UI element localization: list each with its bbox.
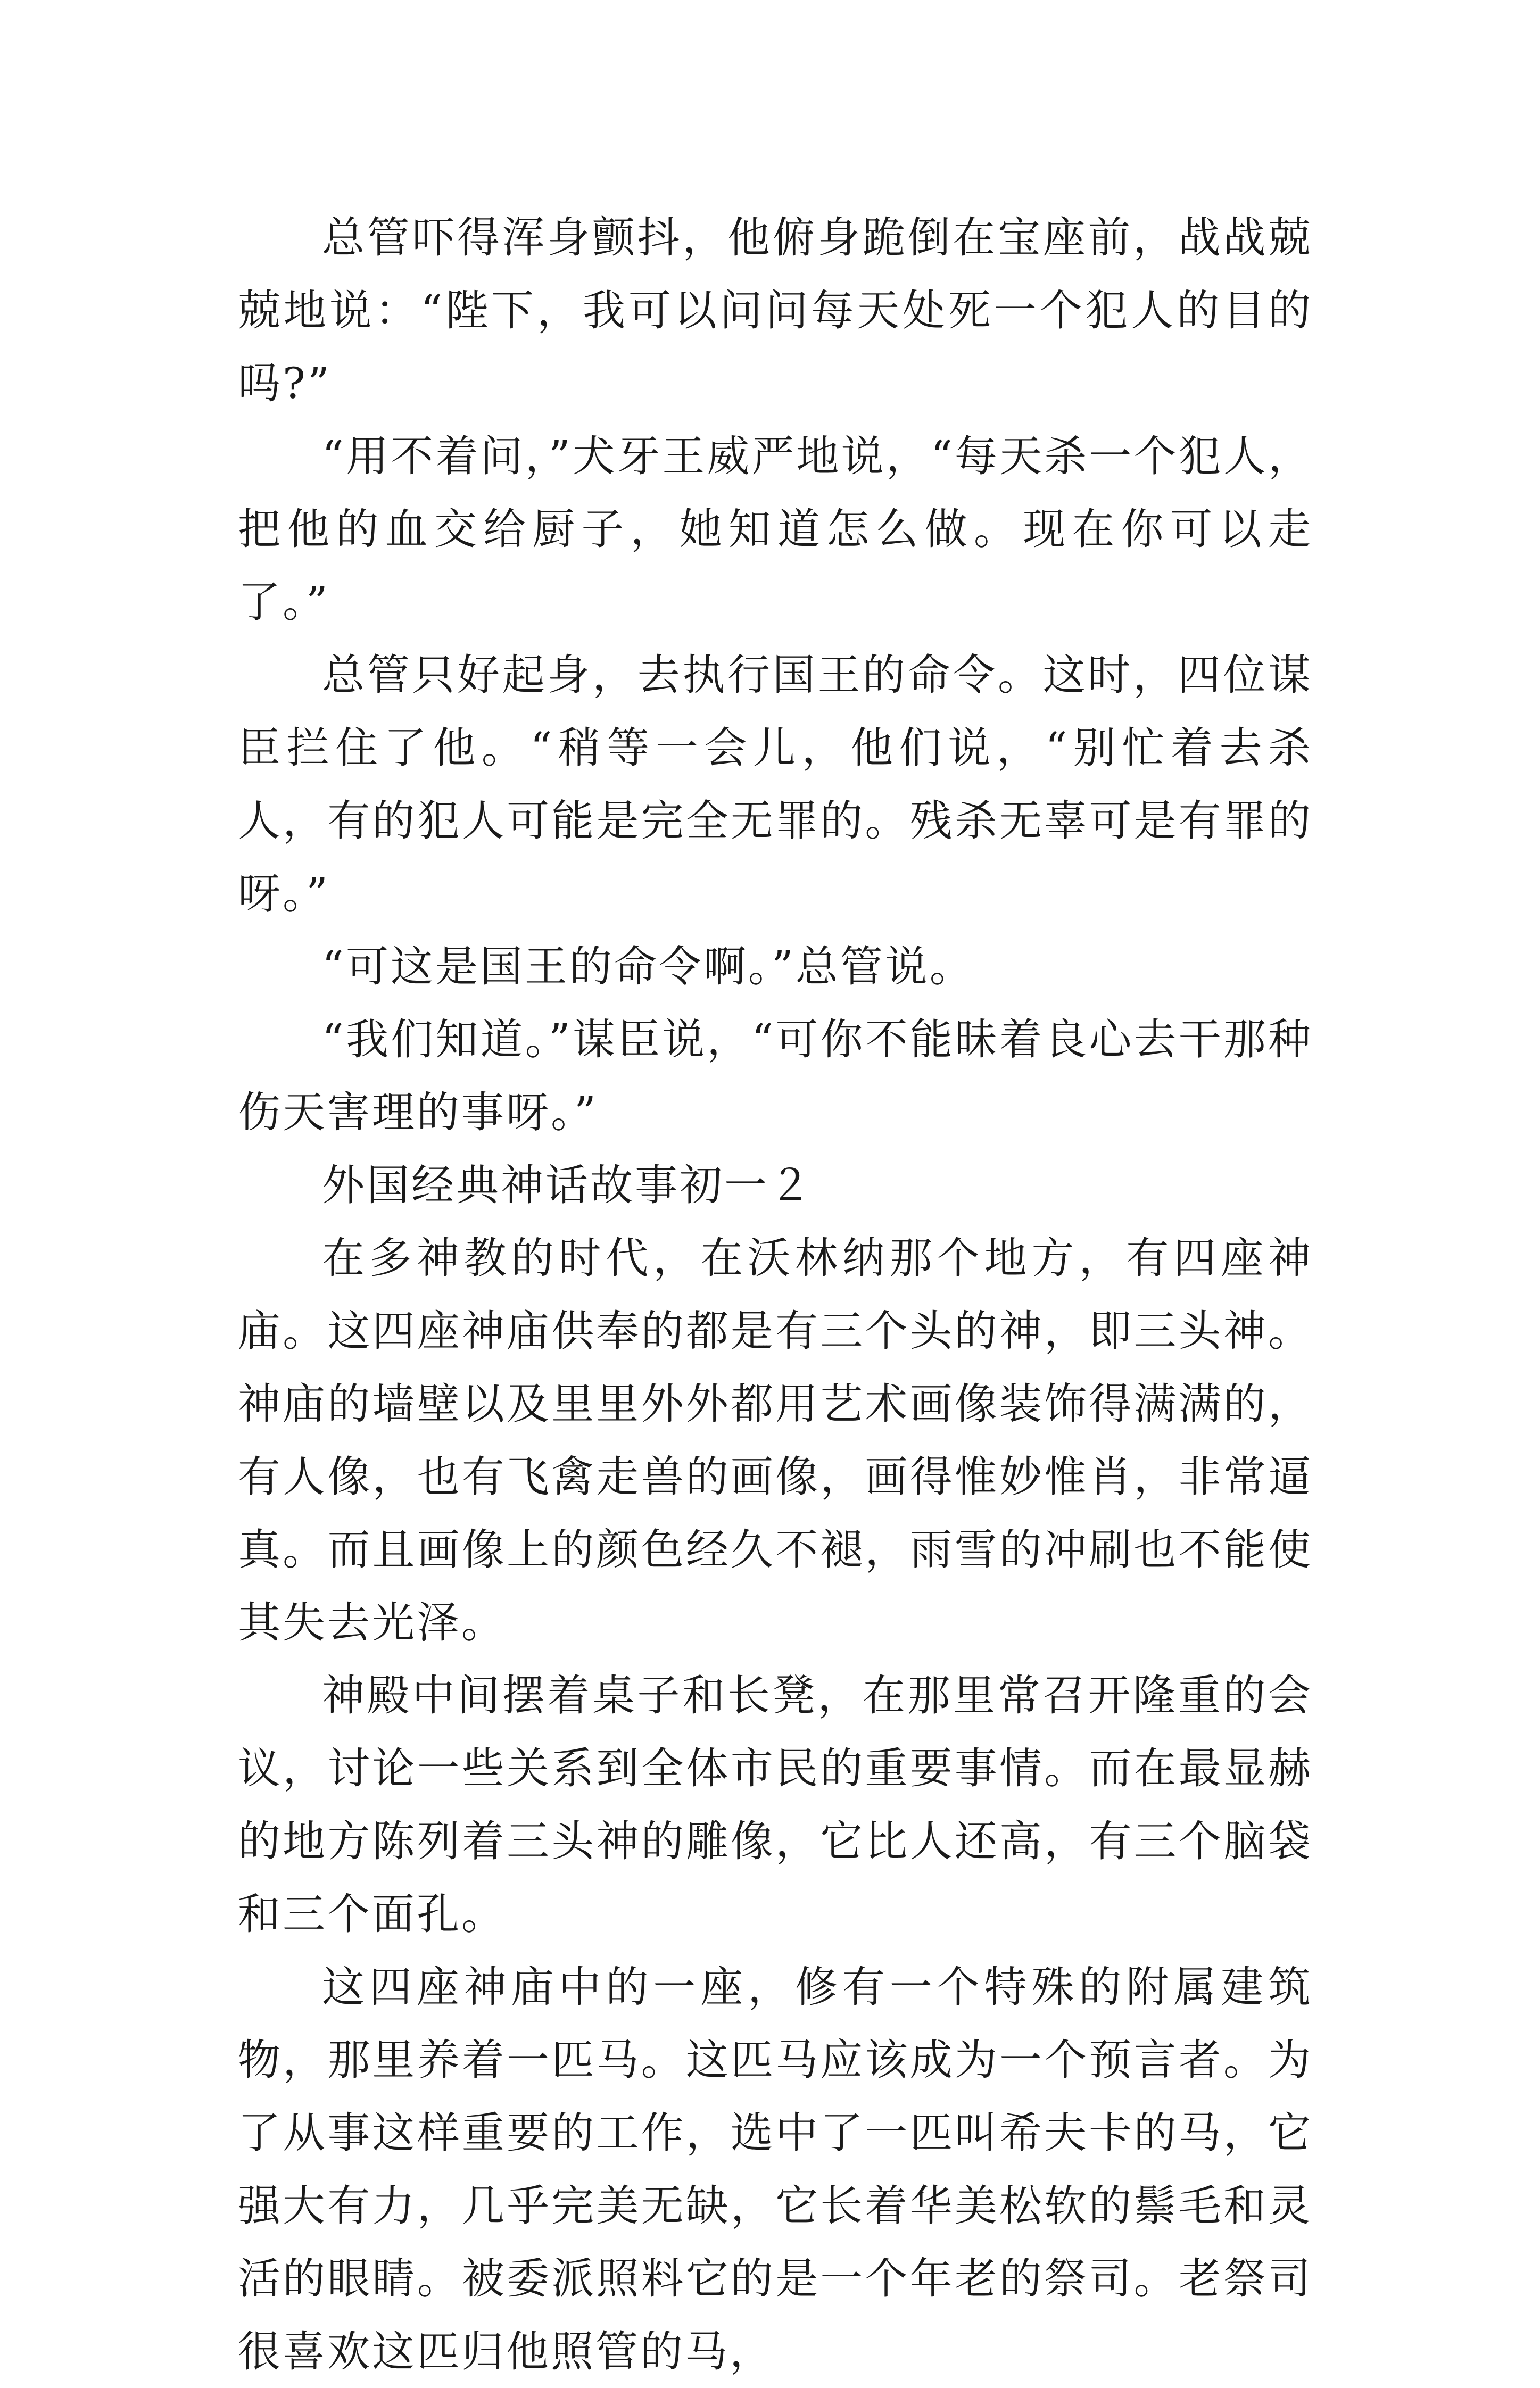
paragraph-1: 总管吓得浑身颤抖，他俯身跪倒在宝座前，战战兢兢地说：“陛下，我可以问问每天处死一个犯人的目的吗?” [238,213,1313,408]
paragraph-6: 在多神教的时代，在沃林纳那个地方，有四座神庙。这四座神庙供奉的都是有三个头的神，即三头神。神庙的墙壁以及里里外外都用艺术画像装饰得满满的，有人像，也有飞禽走兽的画像，画得惟妙惟肖，非常逼真。而且画像上的颜色经久不褪，雨雪的冲刷也不能使其失去光泽。 [238,1233,1313,1647]
paragraph-3: 总管只好起身，去执行国王的命令。这时，四位谋臣拦住了他。“稍等一会儿，他们说，“别忙着去杀 人，有的犯人可能是完全无罪的。残杀无辜可是有罪的呀。” [238,650,1313,918]
paragraph-8: 这四座神庙中的一座，修有一个特殊的附属建筑物，那里养着一匹马。这匹马应该成为一个预言者。为了从事这样重要的工作，选中了一匹叫希夫卡的马，它强大有力，几乎完美无缺，它长着华美松软的鬃毛和灵活的眼睛。被委派照料它的是一个年老的祭司。老祭司很喜欢这匹归他照管的马， [238,1962,1313,2376]
paragraph-7: 神殿中间摆着桌子和长凳，在那里常召开隆重的会议，讨论一些关系到全体市民的重要事情。而在最显赫的地方陈列着三头神的雕像，它比人还高，有三个脑袋和三个面孔。 [238,1671,1313,1939]
text-column [238,201,1313,2388]
paragraph-5: “我们知道。”谋臣说，“可你不能昧着良心去干那种伤天害理的事呀。” [238,1015,1313,1137]
paragraph-2: “用不着问，”犬牙王威严地说，“每天杀一个犯人，把他的血交给厨子，她知道怎么做。现在你可以走了。” [238,432,1313,627]
paragraph-4: “可这是国王的命令啊。”总管说。 [322,942,974,991]
section-heading: 外国经典神话故事初一２ [322,1160,814,1210]
